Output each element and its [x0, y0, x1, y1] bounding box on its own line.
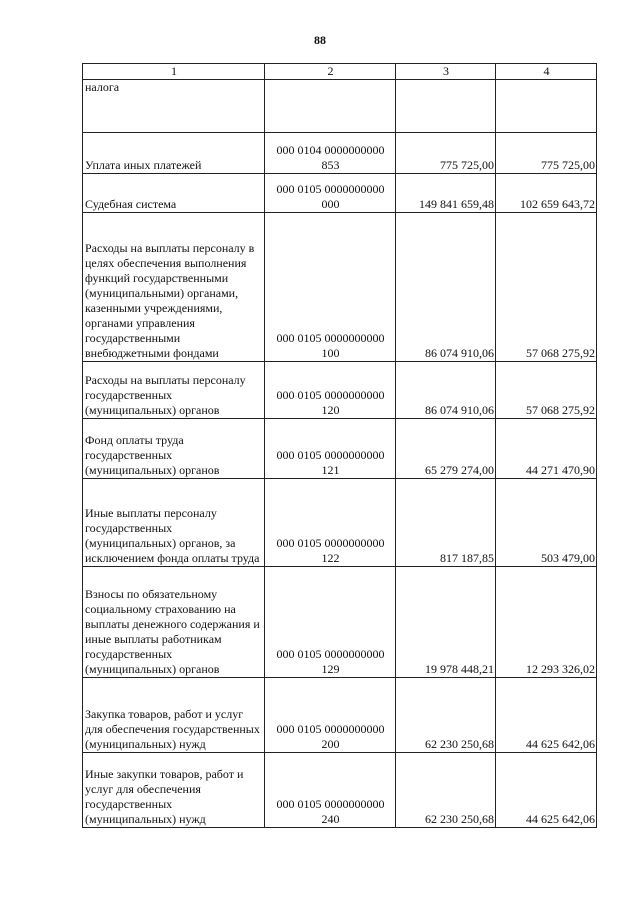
- column-header-4: 4: [496, 64, 597, 80]
- row-value-col4: 102 659 643,72: [496, 174, 597, 213]
- row-value-col3: 65 279 274,00: [396, 419, 496, 479]
- row-value-col3: 775 725,00: [396, 133, 496, 174]
- row-value-col4: 12 293 326,02: [496, 567, 597, 678]
- row-name: налога: [83, 80, 265, 133]
- row-value-col3: 86 074 910,06: [396, 362, 496, 419]
- row-value-col4: 44 625 642,06: [496, 678, 597, 753]
- row-value-col3: 86 074 910,06: [396, 213, 496, 362]
- row-code-line2: 000: [321, 197, 340, 211]
- row-value-col4: 44 271 470,90: [496, 419, 597, 479]
- row-name: Судебная система: [83, 174, 265, 213]
- row-name: Взносы по обязательному социальному страхованию на выплаты денежного содержания и иные выплаты работникам государственных (муниципальных) органов: [83, 567, 265, 678]
- row-code-line2: 120: [321, 403, 340, 417]
- table-row: [83, 479, 597, 567]
- row-code: [265, 419, 396, 479]
- row-code-line1: 000 0105 0000000000: [276, 182, 385, 196]
- row-value-col4: [496, 80, 597, 133]
- row-value-col3: 19 978 448,21: [396, 567, 496, 678]
- row-code-line1: 000 0105 0000000000: [276, 331, 385, 345]
- row-code-line2: 100: [321, 346, 340, 360]
- table-row: [83, 419, 597, 479]
- column-header-3: 3: [396, 64, 496, 80]
- row-code-line1: 000 0105 0000000000: [276, 536, 385, 550]
- row-code: [265, 133, 396, 174]
- row-code-line2: 853: [321, 158, 340, 172]
- table-row: [83, 174, 597, 213]
- row-code: [265, 567, 396, 678]
- table-row: [83, 362, 597, 419]
- row-code-line2: 122: [321, 551, 340, 565]
- row-code: [265, 753, 396, 828]
- table-header-row: [83, 64, 597, 80]
- row-name: Иные закупки товаров, работ и услуг для обеспечения государственных (муниципальных) нужд: [83, 753, 265, 828]
- row-code: [265, 213, 396, 362]
- row-value-col3: 817 187,85: [396, 479, 496, 567]
- row-code-line2: 121: [321, 463, 340, 477]
- row-code-line1: 000 0105 0000000000: [276, 388, 385, 402]
- budget-table: [82, 63, 597, 828]
- column-header-2: 2: [265, 64, 396, 80]
- column-header-1: 1: [83, 64, 265, 80]
- row-code-line2: 200: [321, 737, 340, 751]
- row-value-col3: 149 841 659,48: [396, 174, 496, 213]
- row-name: Расходы на выплаты персоналу государственных (муниципальных) органов: [83, 362, 265, 419]
- row-value-col3: 62 230 250,68: [396, 678, 496, 753]
- row-name: Уплата иных платежей: [83, 133, 265, 174]
- row-name: Фонд оплаты труда государственных (муниципальных) органов: [83, 419, 265, 479]
- table-row: [83, 678, 597, 753]
- row-value-col4: 44 625 642,06: [496, 753, 597, 828]
- row-value-col4: 57 068 275,92: [496, 213, 597, 362]
- row-code-line1: 000 0105 0000000000: [276, 448, 385, 462]
- row-code: [265, 80, 396, 133]
- row-name: Закупка товаров, работ и услуг для обеспечения государственных (муниципальных) нужд: [83, 678, 265, 753]
- table-row: [83, 753, 597, 828]
- page-number: 88: [314, 33, 326, 47]
- row-code: [265, 678, 396, 753]
- table-row: [83, 213, 597, 362]
- row-code-line2: 240: [321, 812, 340, 826]
- row-code-line1: 000 0105 0000000000: [276, 797, 385, 811]
- row-name: Иные выплаты персоналу государственных (муниципальных) органов, за исключением фонда оплаты труда: [83, 479, 265, 567]
- row-name: Расходы на выплаты персоналу в целях обеспечения выполнения функций государственными (муниципальными) органами, казенными учреждениями, органами управления государственными внебюджетными фондами: [83, 213, 265, 362]
- row-code-line2: 129: [321, 662, 340, 676]
- row-code-line1: 000 0105 0000000000: [276, 647, 385, 661]
- row-code: [265, 362, 396, 419]
- row-code: [265, 479, 396, 567]
- row-value-col3: 62 230 250,68: [396, 753, 496, 828]
- row-value-col4: 775 725,00: [496, 133, 597, 174]
- table-row: [83, 133, 597, 174]
- row-code: [265, 174, 396, 213]
- row-value-col4: 57 068 275,92: [496, 362, 597, 419]
- row-value-col4: 503 479,00: [496, 479, 597, 567]
- row-code-line1: 000 0105 0000000000: [276, 722, 385, 736]
- row-code-line1: 000 0104 0000000000: [276, 143, 385, 157]
- table-row: [83, 80, 597, 133]
- row-value-col3: [396, 80, 496, 133]
- table-row: [83, 567, 597, 678]
